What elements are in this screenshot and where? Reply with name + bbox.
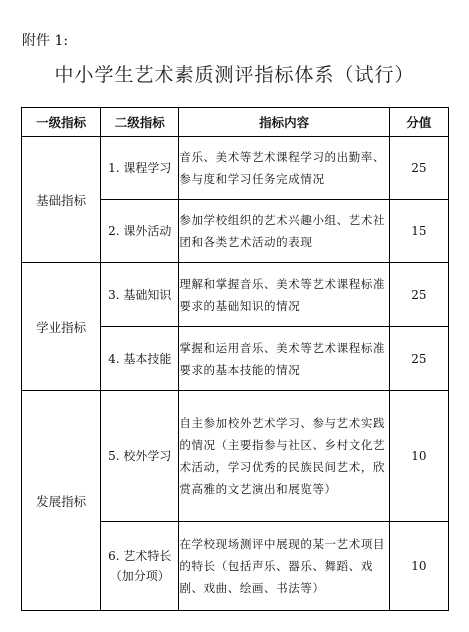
table-row bbox=[22, 263, 449, 327]
level2-cell: 4. 基本技能 bbox=[101, 327, 179, 391]
content-cell: 自主参加校外艺术学习、参与艺术实践的情况（主要指参与社区、乡村文化艺术活动，学习优秀的民族民间艺术，欣赏高雅的文艺演出和展览等） bbox=[179, 391, 389, 522]
content-cell: 音乐、美术等艺术课程学习的出勤率、参与度和学习任务完成情况 bbox=[179, 137, 389, 200]
score-cell: 10 bbox=[389, 522, 448, 611]
score-cell: 25 bbox=[389, 137, 448, 200]
document-title: 中小学生艺术素质测评指标体系（试行） bbox=[54, 64, 415, 86]
header-score: 分值 bbox=[389, 108, 448, 137]
score-cell: 25 bbox=[389, 327, 448, 391]
attachment-label: 附件 1: bbox=[22, 33, 69, 49]
content-cell: 在学校现场测评中展现的某一艺术项目的特长（包括声乐、器乐、舞蹈、戏剧、戏曲、绘画、书法等） bbox=[179, 522, 389, 611]
level2-cell bbox=[101, 522, 179, 611]
level2-cell: 3. 基础知识 bbox=[101, 263, 179, 327]
level2-line: 6. 艺术特长 bbox=[108, 549, 172, 563]
level1-academic: 学业指标 bbox=[22, 263, 101, 391]
level2-cell: 5. 校外学习 bbox=[101, 391, 179, 522]
content-cell: 掌握和运用音乐、美术等艺术课程标准要求的基本技能的情况 bbox=[179, 327, 389, 391]
level2-cell: 1. 课程学习 bbox=[101, 137, 179, 200]
header-level1: 一级指标 bbox=[22, 108, 101, 137]
score-cell: 15 bbox=[389, 200, 448, 263]
table-row bbox=[22, 391, 449, 522]
header-content: 指标内容 bbox=[179, 108, 389, 137]
table-row bbox=[22, 137, 449, 200]
content-cell: 理解和掌握音乐、美术等艺术课程标准要求的基础知识的情况 bbox=[179, 263, 389, 327]
content-cell: 参加学校组织的艺术兴趣小组、艺术社团和各类艺术活动的表现 bbox=[179, 200, 389, 263]
index-table bbox=[21, 107, 449, 611]
header-level2: 二级指标 bbox=[101, 108, 179, 137]
table-header-row bbox=[22, 108, 449, 137]
level1-basic: 基础指标 bbox=[22, 137, 101, 263]
level2-line: （加分项） bbox=[109, 569, 170, 583]
level1-development: 发展指标 bbox=[22, 391, 101, 611]
level2-cell: 2. 课外活动 bbox=[101, 200, 179, 263]
score-cell: 10 bbox=[389, 391, 448, 522]
score-cell: 25 bbox=[389, 263, 448, 327]
